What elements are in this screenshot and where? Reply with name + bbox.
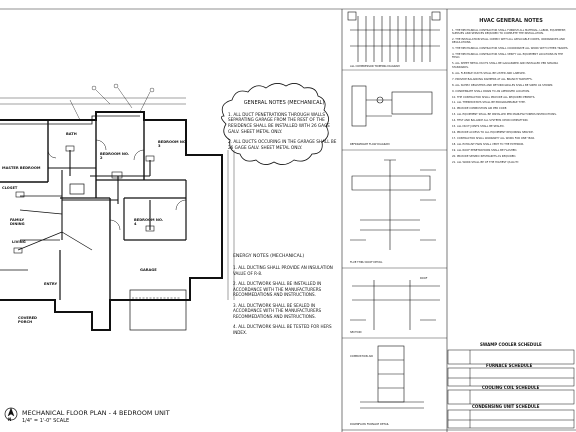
hvac-note: 14. TEST AND BALANCE ALL SYSTEMS UPON COMPLETION. bbox=[452, 119, 529, 123]
hvac-note: 12. PROVIDE COMBUSTION AIR PER CODE. bbox=[452, 107, 508, 111]
hvac-note: 3. THE MECHANICAL CONTRACTOR SHALL COORDINATE ALL WORK WITH OTHER TRADES. bbox=[452, 47, 569, 51]
room-label-closet: CLOSET bbox=[2, 186, 18, 190]
hvac-note: 16. PROVIDE ACCESS TO ALL EQUIPMENT REQUIRING SERVICE. bbox=[452, 131, 534, 135]
room-label-bedroom-4: BEDROOM NO. 4 bbox=[134, 218, 164, 227]
room-label-entry: ENTRY bbox=[44, 282, 58, 286]
sheet-title: MECHANICAL FLOOR PLAN - 4 BEDROOM UNIT bbox=[22, 409, 170, 417]
hvac-general-notes bbox=[452, 18, 570, 167]
hvac-note: 7. PROVIDE BALANCING DAMPERS AT ALL BRANCH TAKEOFFS. bbox=[452, 77, 533, 81]
hvac-note: 21. ALL WORK SHALL BE OF THE HIGHEST QUALITY. bbox=[452, 161, 519, 164]
hvac-note: 9. CONDENSATE SHALL DRAIN TO AN APPROVED LOCATION. bbox=[452, 89, 530, 93]
room-label-garage: GARAGE bbox=[140, 268, 157, 272]
general-note-2: 2. ALL DUCTS OCCURING IN THE GARAGE SHALL BE 26 GAGE GALV. SHEET METAL ONLY. bbox=[228, 139, 337, 151]
detail-caption-1: ALL COMPRESSOR TRIPPING DIAGRAM bbox=[350, 65, 400, 68]
hvac-note: 20. PROVIDE SEISMIC RESTRAINTS AS REQUIRED. bbox=[452, 155, 517, 159]
energy-notes bbox=[233, 254, 333, 340]
general-note-1: 1. ALL DUCT PENETRATIONS THROUGH WALLS SEPARATING GARAGE FROM THE REST OF THE RESIDENCE SHALL BE INSTALLED WITH 26 GAGE GALV. SHEET METAL ONLY. bbox=[228, 111, 330, 134]
hvac-note: 18. ALL EXHAUST FANS SHALL VENT TO THE EXTERIOR. bbox=[452, 143, 525, 147]
room-label-bedroom-3: BEDROOM NO. 3 bbox=[158, 140, 188, 149]
hvac-note: 2. THE INSTALLATION SHALL COMPLY WITH ALL APPLICABLE CODES, ORDINANCES AND REGULATIONS. bbox=[452, 37, 565, 45]
condensing-unit-schedule-title: CONDENSING UNIT SCHEDULE bbox=[472, 404, 540, 409]
energy-note-4: 4. ALL DUCTWORK SHALL BE TESTED FOR HERS INDEX. bbox=[233, 324, 332, 335]
hvac-note: 15. ALL DUCT JOINTS SHALL BE SEALED. bbox=[452, 125, 505, 129]
detail-caption-4: DOWNFLOW FURNACE DETAIL bbox=[350, 423, 389, 426]
room-label-living: LIVING bbox=[12, 240, 26, 244]
hvac-note: 4. THE MECHANICAL CONTRACTOR SHALL VERIFY ALL EQUIPMENT LOCATIONS IN THE FIELD. bbox=[452, 53, 564, 60]
energy-note-3: 3. ALL DUCTWORK SHALL BE SEALED IN ACCORDANCE WITH THE MANUFACTURERS RECOMMEDATIONS AND INSTRUCTIONS. bbox=[233, 302, 322, 319]
detail-caption-7: COMBUSTION AIR bbox=[350, 355, 373, 358]
general-notes bbox=[228, 100, 340, 156]
energy-note-1: 1. ALL DUCTING SHALL PROVIDE AN INSULATION VALUE OF R-8. bbox=[233, 265, 333, 276]
energy-note-2: 2. ALL DUCTWORK SHALL BE INSTALLED IN ACCORDANCE WITH THE MANUFACTURERS RECOMMEDATIONS AND INSTRUCTIONS. bbox=[233, 281, 322, 298]
hvac-note: 17. CONTRACTOR SHALL WARRANTY ALL WORK FOR ONE YEAR. bbox=[452, 137, 535, 141]
room-label-family-dining: FAMILY DINING bbox=[10, 218, 25, 227]
north-label: N bbox=[8, 417, 12, 422]
energy-notes-heading: ENERGY NOTES (MECHANICAL) bbox=[233, 254, 305, 259]
hvac-note: 11. ALL THERMOSTATS SHALL BE PROGRAMMABLE TYPE. bbox=[452, 101, 526, 105]
hvac-note: 1. THE MECHANICAL CONTRACTOR SHALL FURNISH ALL MATERIAL, LABOR, EQUIPMENT, SUPPLIES AND SERVICES REQUIRED TO COMPLETE THE INSTALLATION. bbox=[452, 28, 567, 35]
hvac-note: 6. ALL FLEXIBLE DUCTS SHALL BE LISTED AND LABELED. bbox=[452, 71, 526, 75]
detail-caption-5: SECTION bbox=[350, 331, 362, 334]
detail-caption-3: FLUE THRU ROOF DETAIL bbox=[350, 261, 383, 264]
room-label-bath: BATH bbox=[66, 132, 77, 136]
room-label-bedroom-2: BEDROOM NO. 2 bbox=[100, 152, 130, 161]
detail-caption-6: ROOF bbox=[420, 277, 428, 280]
hvac-note: 5. ALL SHEET METAL DUCTS SHALL BE GALVANIZED AND INSTALLED PER SMACNA STANDARDS. bbox=[452, 62, 559, 69]
hvac-note: 19. ALL ROOF PENETRATIONS SHALL BE FLASHED. bbox=[452, 149, 518, 153]
sheet-scale: 1/4" = 1'-0" SCALE bbox=[22, 418, 70, 424]
cooling-coil-schedule-title: COOLING COIL SCHEDULE bbox=[482, 385, 540, 390]
room-label-master-bedroom: MASTER BEDROOM bbox=[2, 166, 41, 170]
furnace-schedule-title: FURNACE SCHEDULE bbox=[486, 363, 533, 368]
general-notes-heading: GENERAL NOTES (MECHANICAL) bbox=[243, 100, 325, 106]
room-label-covered-porch: COVERED PORCH bbox=[18, 316, 38, 325]
swamp-cooler-schedule-title: SWAMP COOLER SCHEDULE bbox=[480, 342, 542, 347]
hvac-notes-heading: HVAC GENERAL NOTES bbox=[479, 18, 543, 24]
hvac-note: 8. ALL SUPPLY REGISTERS AND RETURN GRILLES SHALL BE SIZED AS SHOWN. bbox=[452, 83, 554, 87]
hvac-note: 10. THE CONTRACTOR SHALL PROVIDE ALL REQUIRED PERMITS. bbox=[452, 95, 536, 99]
detail-caption-2: REFRIGERANT FLOW DIAGRAM bbox=[350, 143, 390, 146]
hvac-note: 13. ALL EQUIPMENT SHALL BE INSTALLED PER MANUFACTURERS INSTRUCTIONS. bbox=[452, 113, 557, 117]
